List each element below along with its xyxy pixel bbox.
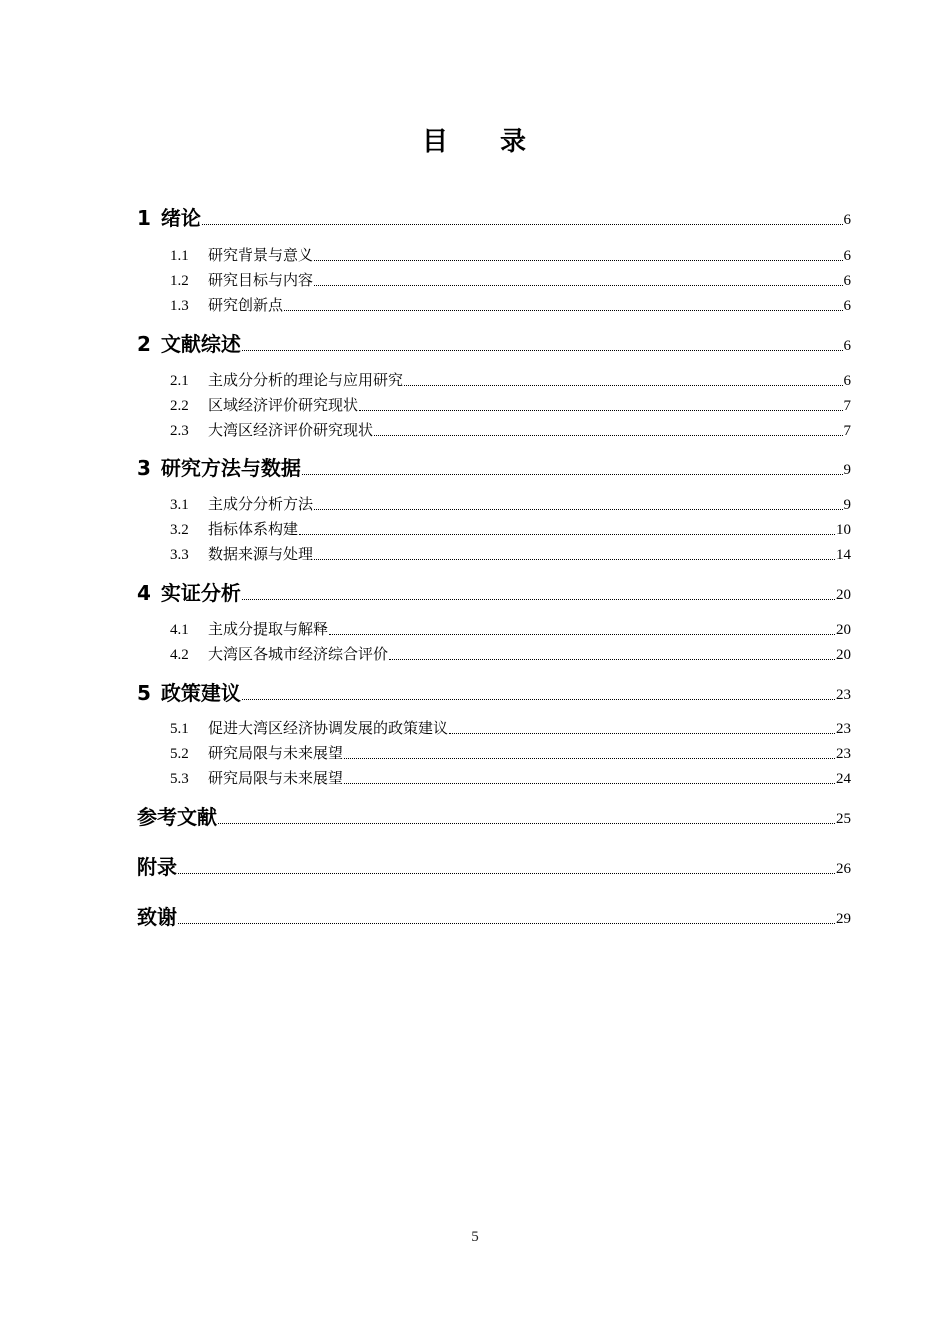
toc-entry-chapter-5[interactable]	[137, 683, 851, 703]
toc-entry-section-2-1[interactable]	[137, 374, 851, 389]
toc-entry-section-4-1[interactable]	[137, 623, 851, 638]
toc-entry-number: 5.2	[170, 746, 189, 762]
toc-entry-label: 主成分分析方法	[208, 497, 314, 513]
toc-entry-page: 20	[836, 587, 851, 603]
toc-entry-chapter-4[interactable]	[137, 583, 851, 603]
toc-entry-label: 致谢	[137, 905, 177, 929]
toc-entry-number: 4	[137, 581, 151, 605]
toc-dot-leader	[178, 872, 835, 874]
toc-entry-label: 研究背景与意义	[208, 248, 314, 264]
toc-entry-chapter-3[interactable]	[137, 458, 851, 478]
toc-entry-section-3-1[interactable]	[137, 498, 851, 513]
toc-entry-page: 10	[836, 522, 851, 538]
toc-dot-leader	[314, 259, 842, 261]
toc-entry-number: 1	[137, 206, 151, 230]
toc-title-part1: 目	[421, 127, 450, 157]
toc-entry-number: 2.2	[170, 398, 189, 414]
toc-dot-leader	[242, 698, 835, 700]
toc-entry-appendix[interactable]	[137, 857, 851, 877]
toc-entry-page: 20	[836, 622, 851, 638]
toc-entry-page: 20	[836, 647, 851, 663]
toc-entry-references[interactable]	[137, 807, 851, 827]
toc-entry-number: 5.3	[170, 771, 189, 787]
toc-dot-leader	[359, 409, 842, 411]
toc-entry-page: 23	[836, 721, 851, 737]
toc-title-part2: 录	[500, 127, 529, 157]
toc-entry-section-5-1[interactable]	[137, 722, 851, 737]
toc-entry-section-3-2[interactable]	[137, 523, 851, 538]
toc-entry-label: 促进大湾区经济协调发展的政策建议	[208, 721, 449, 737]
toc-dot-leader	[299, 533, 835, 535]
toc-entry-number: 2.1	[170, 373, 189, 389]
toc-dot-leader	[404, 384, 842, 386]
toc-dot-leader	[178, 922, 835, 924]
toc-entry-number: 1.3	[170, 298, 189, 314]
toc-dot-leader	[302, 473, 843, 475]
toc-entry-page: 6	[843, 338, 851, 354]
toc-dot-leader	[314, 558, 835, 560]
toc-entry-label: 研究局限与未来展望	[208, 771, 344, 787]
toc-entry-page: 6	[843, 373, 851, 389]
toc-entry-label: 研究方法与数据	[160, 456, 301, 480]
toc-entry-page: 6	[843, 212, 851, 228]
toc-entry-number: 4.1	[170, 622, 189, 638]
toc-dot-leader	[389, 658, 835, 660]
toc-entry-number: 2	[137, 332, 151, 356]
toc-entry-page: 24	[836, 771, 851, 787]
toc-entry-page: 9	[843, 497, 851, 513]
toc-entry-label: 区域经济评价研究现状	[208, 398, 359, 414]
toc-entry-label: 研究局限与未来展望	[208, 746, 344, 762]
toc-entry-page: 26	[836, 861, 851, 877]
toc-entry-page: 23	[836, 746, 851, 762]
toc-entry-page: 7	[843, 423, 851, 439]
toc-dot-leader	[374, 434, 842, 436]
toc-entry-label: 研究创新点	[208, 298, 284, 314]
toc-entry-label: 政策建议	[160, 681, 241, 705]
toc-entry-label: 文献综述	[160, 332, 241, 356]
toc-entry-label: 绪论	[160, 206, 201, 230]
toc-entry-label: 数据来源与处理	[208, 547, 314, 563]
toc-entry-label: 主成分分析的理论与应用研究	[208, 373, 404, 389]
toc-entry-section-1-3[interactable]	[137, 299, 851, 314]
toc-entry-number: 5.1	[170, 721, 189, 737]
toc-entry-label: 实证分析	[160, 581, 241, 605]
toc-entry-section-2-2[interactable]	[137, 399, 851, 414]
toc-entry-page: 9	[843, 462, 851, 478]
toc-entry-section-4-2[interactable]	[137, 648, 851, 663]
toc-entry-label: 附录	[137, 855, 177, 879]
toc-entry-section-1-1[interactable]	[137, 249, 851, 264]
toc-entry-page: 23	[836, 687, 851, 703]
toc-entry-number: 4.2	[170, 647, 189, 663]
toc-dot-leader	[344, 757, 835, 759]
toc-entry-label: 研究目标与内容	[208, 273, 314, 289]
toc-dot-leader	[242, 349, 843, 351]
toc-entry-label: 大湾区经济评价研究现状	[208, 423, 374, 439]
toc-entry-page: 6	[843, 273, 851, 289]
toc-entry-page: 6	[843, 248, 851, 264]
toc-entry-page: 29	[836, 911, 851, 927]
toc-entry-chapter-1[interactable]	[137, 208, 851, 228]
toc-entry-number: 2.3	[170, 423, 189, 439]
toc-dot-leader	[344, 782, 835, 784]
toc-entry-page: 6	[843, 298, 851, 314]
toc-entry-section-5-2[interactable]	[137, 747, 851, 762]
toc-entry-number: 1.1	[170, 248, 189, 264]
toc-entry-section-5-3[interactable]	[137, 772, 851, 787]
toc-dot-leader	[202, 223, 843, 225]
toc-entry-page: 7	[843, 398, 851, 414]
toc-entry-section-2-3[interactable]	[137, 424, 851, 439]
toc-dot-leader	[314, 508, 842, 510]
toc-entry-number: 3.1	[170, 497, 189, 513]
toc-dot-leader	[284, 309, 842, 311]
toc-entry-acknowledgements[interactable]	[137, 907, 851, 927]
toc-entry-section-3-3[interactable]	[137, 548, 851, 563]
toc-entry-number: 3.3	[170, 547, 189, 563]
toc-dot-leader	[329, 633, 835, 635]
toc-entry-label: 指标体系构建	[208, 522, 299, 538]
toc-entry-chapter-2[interactable]	[137, 334, 851, 354]
toc-entry-section-1-2[interactable]	[137, 274, 851, 289]
toc-dot-leader	[449, 732, 835, 734]
toc-entry-page: 14	[836, 547, 851, 563]
page-number: 5	[471, 1229, 479, 1245]
toc-entry-number: 1.2	[170, 273, 189, 289]
toc-entry-label: 大湾区各城市经济综合评价	[208, 647, 389, 663]
toc-entry-number: 3.2	[170, 522, 189, 538]
toc-entry-page: 25	[836, 811, 851, 827]
toc-dot-leader	[314, 284, 842, 286]
toc-dot-leader	[218, 822, 835, 824]
toc-entry-label: 参考文献	[137, 805, 217, 829]
toc-entry-number: 5	[137, 681, 151, 705]
toc-entry-number: 3	[137, 456, 151, 480]
toc-entry-label: 主成分提取与解释	[208, 622, 329, 638]
toc-title	[0, 121, 950, 158]
toc-dot-leader	[242, 598, 835, 600]
